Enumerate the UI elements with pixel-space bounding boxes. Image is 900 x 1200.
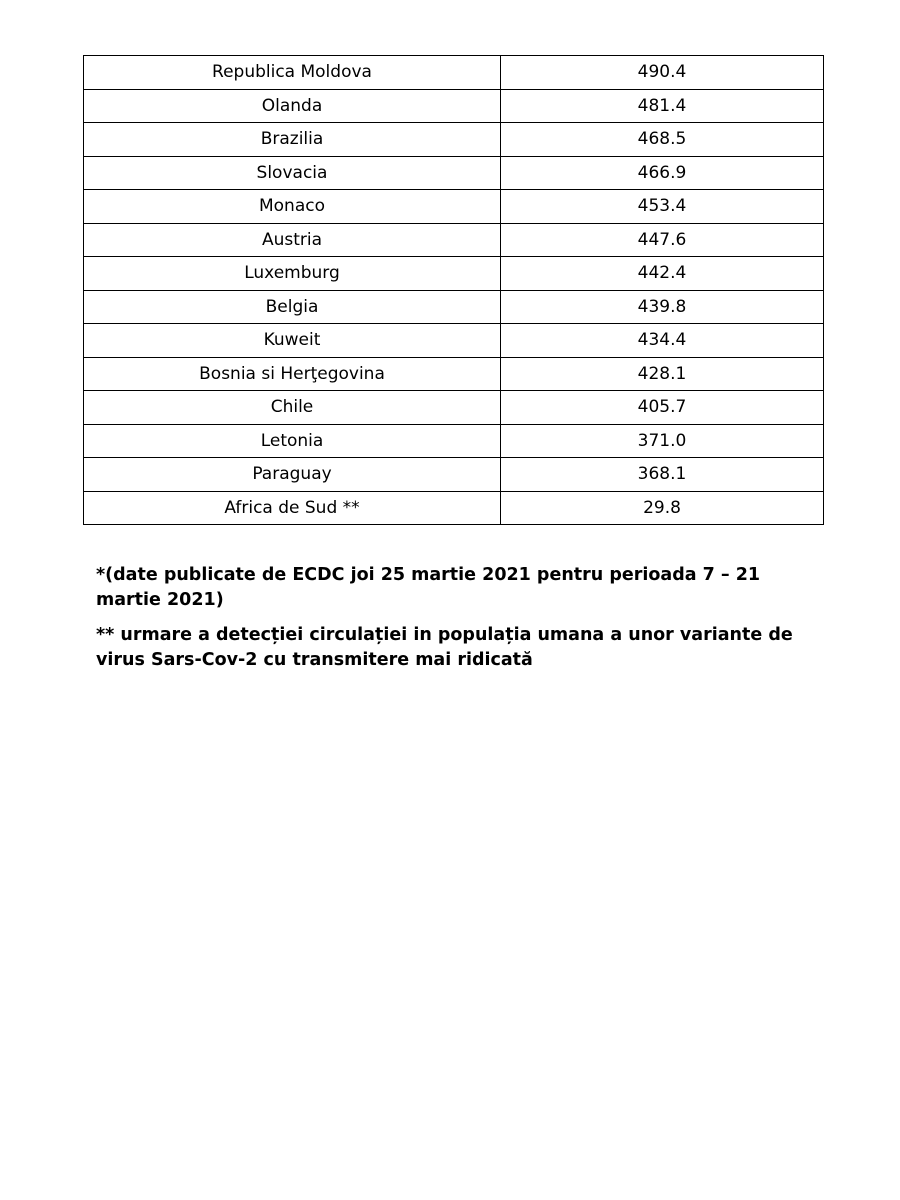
country-cell: Belgia <box>84 290 501 324</box>
table-row <box>84 257 824 291</box>
country-cell: Brazilia <box>84 123 501 157</box>
table-row <box>84 123 824 157</box>
value-cell: 453.4 <box>501 190 824 224</box>
value-cell: 405.7 <box>501 391 824 425</box>
value-cell: 481.4 <box>501 89 824 123</box>
variant-footnote: ** urmare a detecției circulației in populația umana a unor variante de virus Sars-Cov-2 cu transmitere mai ridicată <box>96 625 793 670</box>
country-incidence-table <box>83 55 824 525</box>
country-cell: Letonia <box>84 424 501 458</box>
table-row <box>84 357 824 391</box>
country-cell: Kuweit <box>84 324 501 358</box>
footnotes <box>96 563 811 683</box>
table-row <box>84 458 824 492</box>
value-cell: 447.6 <box>501 223 824 257</box>
value-cell: 439.8 <box>501 290 824 324</box>
value-cell: 434.4 <box>501 324 824 358</box>
value-cell: 368.1 <box>501 458 824 492</box>
table-row <box>84 491 824 525</box>
value-cell: 468.5 <box>501 123 824 157</box>
table-row <box>84 424 824 458</box>
value-cell: 466.9 <box>501 156 824 190</box>
value-cell: 428.1 <box>501 357 824 391</box>
table-row <box>84 223 824 257</box>
value-cell: 490.4 <box>501 56 824 90</box>
source-footnote: *(date publicate de ECDC joi 25 martie 2021 pentru perioada 7 – 21 martie 2021) <box>96 565 761 610</box>
table-row <box>84 56 824 90</box>
country-cell: Africa de Sud ** <box>84 491 501 525</box>
country-cell: Bosnia si Herţegovina <box>84 357 501 391</box>
table-row <box>84 324 824 358</box>
value-cell: 29.8 <box>501 491 824 525</box>
value-cell: 442.4 <box>501 257 824 291</box>
table-row <box>84 391 824 425</box>
country-cell: Luxemburg <box>84 257 501 291</box>
country-cell: Slovacia <box>84 156 501 190</box>
country-cell: Paraguay <box>84 458 501 492</box>
country-cell: Republica Moldova <box>84 56 501 90</box>
table-row <box>84 156 824 190</box>
country-cell: Austria <box>84 223 501 257</box>
table-row <box>84 290 824 324</box>
country-cell: Monaco <box>84 190 501 224</box>
value-cell: 371.0 <box>501 424 824 458</box>
table-row <box>84 190 824 224</box>
table-row <box>84 89 824 123</box>
country-cell: Olanda <box>84 89 501 123</box>
country-cell: Chile <box>84 391 501 425</box>
